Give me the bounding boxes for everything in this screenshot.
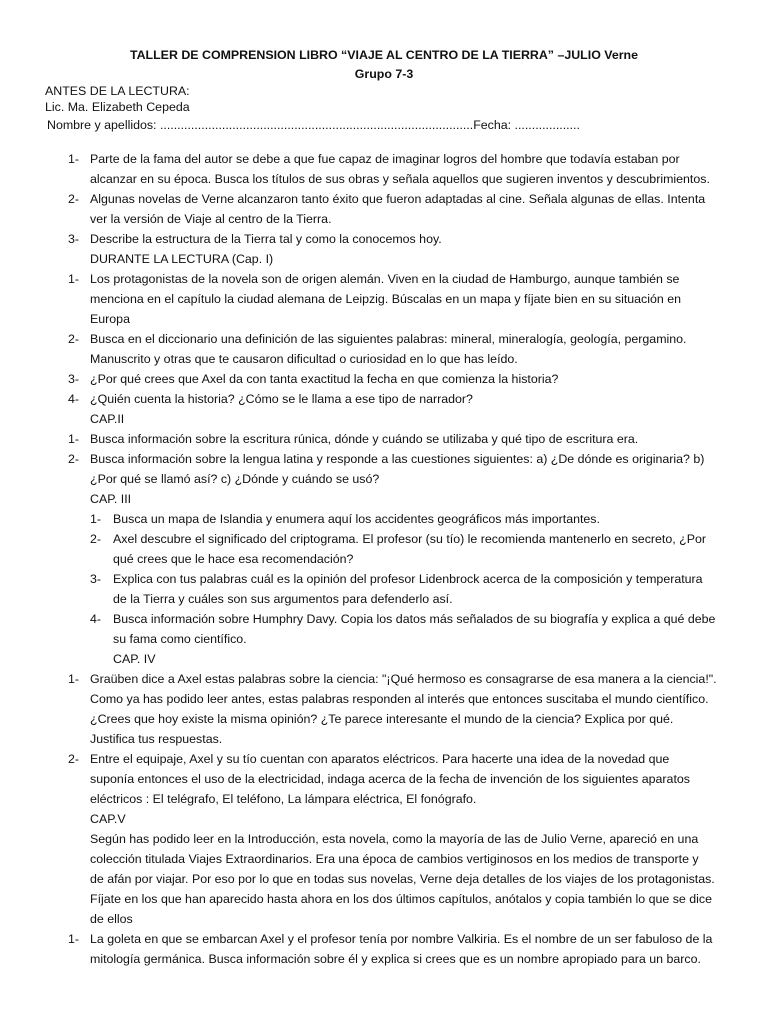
item-text-line: eléctricos : El telégrafo, El teléfono, La lámpara eléctrica, El fonógrafo. [90, 792, 477, 806]
group-label: Grupo 7-3 [354, 67, 414, 81]
item-text-line: suponía entonces el uso de la electricidad, indaga acerca de la fecha de invención de los siguientes aparatos [90, 772, 690, 786]
item-text-line: Entre el equipaje, Axel y su tío cuentan con aparatos eléctricos. Para hacerte una idea de la novedad que [90, 752, 670, 766]
item-text-line: CAP.V [90, 812, 126, 826]
teacher-name: Lic. Ma. Elizabeth Cepeda [45, 100, 190, 114]
item-text-line: Axel descubre el significado del criptograma. El profesor (su tío) le recomienda mantenerlo en secreto, ¿Por [113, 532, 706, 546]
item-number: 4- [68, 392, 80, 406]
item-text-line: CAP.II [90, 412, 125, 426]
item-text-line: su fama como científico. [113, 632, 247, 646]
item-text-line: Busca información sobre Humphry Davy. Copia los datos más señalados de su biografía y explica a qué debe [113, 612, 716, 626]
item-text-line: CAP. IV [113, 652, 156, 666]
item-number: 1- [68, 932, 80, 946]
item-number: 2- [90, 532, 102, 546]
item-text-line: Busca en el diccionario una definición de las siguientes palabras: mineral, mineralogía, geología, pergamino. [90, 332, 687, 346]
item-text-line: de afán por viajar. Por eso por lo que en todas sus novelas, Verne deja detalles de los viajes de los protagonistas. [90, 872, 715, 886]
item-number: 1- [68, 272, 80, 286]
item-text-line: colección titulada Viajes Extraordinarios. Era una época de cambios vertiginosos en los medios de transporte y [90, 852, 699, 866]
item-text-line: Justifica tus respuestas. [90, 732, 223, 746]
item-number: 4- [90, 612, 102, 626]
item-text-line: mitología germánica. Busca información sobre él y explica si crees que es un nombre apropiado para un barco. [90, 952, 701, 966]
item-text-line: Europa [90, 312, 130, 326]
item-text-line: CAP. III [90, 492, 132, 506]
item-text-line: ¿Por qué se llamó así? c) ¿Dónde y cuándo se usó? [90, 472, 380, 486]
item-text-line: Busca información sobre la escritura rúnica, dónde y cuándo se utilizaba y qué tipo de escritura era. [90, 432, 639, 446]
item-number: 2- [68, 192, 80, 206]
item-text-line: Graüben dice a Axel estas palabras sobre la ciencia: "¡Qué hermoso es consagrarse de esa manera a la ciencia!". [90, 672, 717, 686]
item-text-line: Según has podido leer en la Introducción, esta novela, como la mayoría de las de Julio Verne, apareció en una [90, 832, 699, 846]
item-text-line: menciona en el capítulo la ciudad alemana de Leipzig. Búscalas en un mapa y fíjate bien en su situación en [90, 292, 682, 306]
item-text-line: alcanzar en su época. Busca los títulos de sus obras y señala aquellos que sugieren inventos y descubrimientos. [90, 172, 710, 186]
item-number: 3- [68, 372, 80, 386]
item-text-line: Busca información sobre la lengua latina y responde a las cuestiones siguientes: a) ¿De dónde es originaria? b) [90, 452, 705, 466]
item-number: 1- [68, 152, 80, 166]
item-number: 1- [68, 432, 80, 446]
item-text-line: ¿Por qué crees que Axel da con tanta exactitud la fecha en que comienza la historia? [90, 372, 559, 386]
item-text-line: Describe la estructura de la Tierra tal y como la conocemos hoy. [90, 232, 442, 246]
item-text-line: DURANTE LA LECTURA (Cap. I) [90, 252, 274, 266]
item-text-line: Busca un mapa de Islandia y enumera aquí los accidentes geográficos más importantes. [113, 512, 600, 526]
item-text-line: ¿Quién cuenta la historia? ¿Cómo se le llama a ese tipo de narrador? [90, 392, 473, 406]
item-text-line: de ellos [90, 912, 133, 926]
item-text-line: de la Tierra y cuáles son sus argumentos para defenderlo así. [113, 592, 453, 606]
item-text-line: La goleta en que se embarcan Axel y el profesor tenía por nombre Valkiria. Es el nombre de un ser fabuloso de la [90, 932, 713, 946]
item-text-line: Explica con tus palabras cuál es la opinión del profesor Lidenbrock acerca de la composición y temperatura [113, 572, 703, 586]
item-number: 2- [68, 752, 80, 766]
item-number: 1- [68, 672, 80, 686]
item-number: 2- [68, 332, 80, 346]
item-text-line: Parte de la fama del autor se debe a que fue capaz de imaginar logros del hombre que todavía estaban por [90, 152, 680, 166]
item-number: 3- [68, 232, 80, 246]
item-text-line: Algunas novelas de Verne alcanzaron tanto éxito que fueron adaptadas al cine. Señala algunas de ellas. Intenta [90, 192, 706, 206]
item-text-line: ¿Crees que hoy existe la misma opinión? ¿Te parece interesante el mundo de la ciencia? Explica por qué. [90, 712, 674, 726]
name-date-line: Nombre y apellidos: ...........................................................................................Fecha: ................... [47, 118, 580, 132]
item-text-line: ver la versión de Viaje al centro de la Tierra. [90, 212, 332, 226]
item-number: 3- [90, 572, 102, 586]
item-text-line: qué crees que le hace esa recomendación? [113, 552, 354, 566]
item-number: 1- [90, 512, 102, 526]
document-title: TALLER DE COMPRENSION LIBRO “VIAJE AL CENTRO DE LA TIERRA” –JULIO Verne [129, 48, 639, 62]
section-antes: ANTES DE LA LECTURA: [45, 84, 190, 98]
item-text-line: Fíjate en los que han aparecido hasta ahora en los dos últimos capítulos, anótalos y copia también lo que se dice [90, 892, 712, 906]
item-text-line: Los protagonistas de la novela son de origen alemán. Viven en la ciudad de Hamburgo, aunque también se [90, 272, 680, 286]
item-number: 2- [68, 452, 80, 466]
item-text-line: Manuscrito y otras que te causaron dificultad o curiosidad en lo que has leído. [90, 352, 518, 366]
item-text-line: Como ya has podido leer antes, estas palabras responden al interés que entonces suscitaba el mundo científico. [90, 692, 709, 706]
